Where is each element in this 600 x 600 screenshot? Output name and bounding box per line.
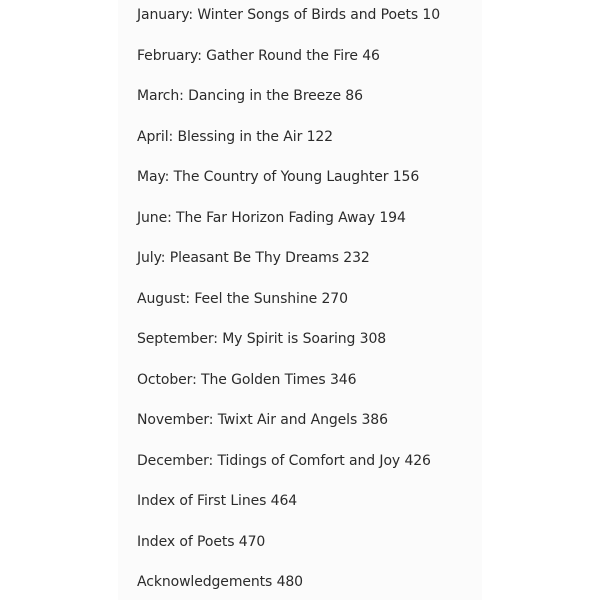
table-of-contents bbox=[137, 0, 440, 600]
toc-entry-acknowledgements: Acknowledgements 480 bbox=[137, 574, 303, 590]
toc-entry-january: January: Winter Songs of Birds and Poets 10 bbox=[137, 7, 441, 23]
toc-entry-july: July: Pleasant Be Thy Dreams 232 bbox=[137, 250, 370, 266]
toc-entry-april: April: Blessing in the Air 122 bbox=[137, 128, 333, 145]
toc-entry-november: November: Twixt Air and Angels 386 bbox=[137, 412, 388, 428]
toc-entry-september: September: My Spirit is Soaring 308 bbox=[137, 331, 387, 347]
toc-entry-october: October: The Golden Times 346 bbox=[137, 371, 357, 388]
toc-entry-index-first-lines: Index of First Lines 464 bbox=[137, 493, 298, 509]
toc-entry-may: May: The Country of Young Laughter 156 bbox=[137, 169, 420, 185]
toc-entry-december: December: Tidings of Comfort and Joy 426 bbox=[137, 452, 431, 469]
toc-entry-august: August: Feel the Sunshine 270 bbox=[137, 290, 348, 307]
toc-entry-index-poets: Index of Poets 470 bbox=[137, 533, 266, 550]
toc-entry-february: February: Gather Round the Fire 46 bbox=[137, 47, 380, 64]
toc-entry-june: June: The Far Horizon Fading Away 194 bbox=[137, 209, 406, 226]
toc-entry-march: March: Dancing in the Breeze 86 bbox=[137, 88, 363, 104]
